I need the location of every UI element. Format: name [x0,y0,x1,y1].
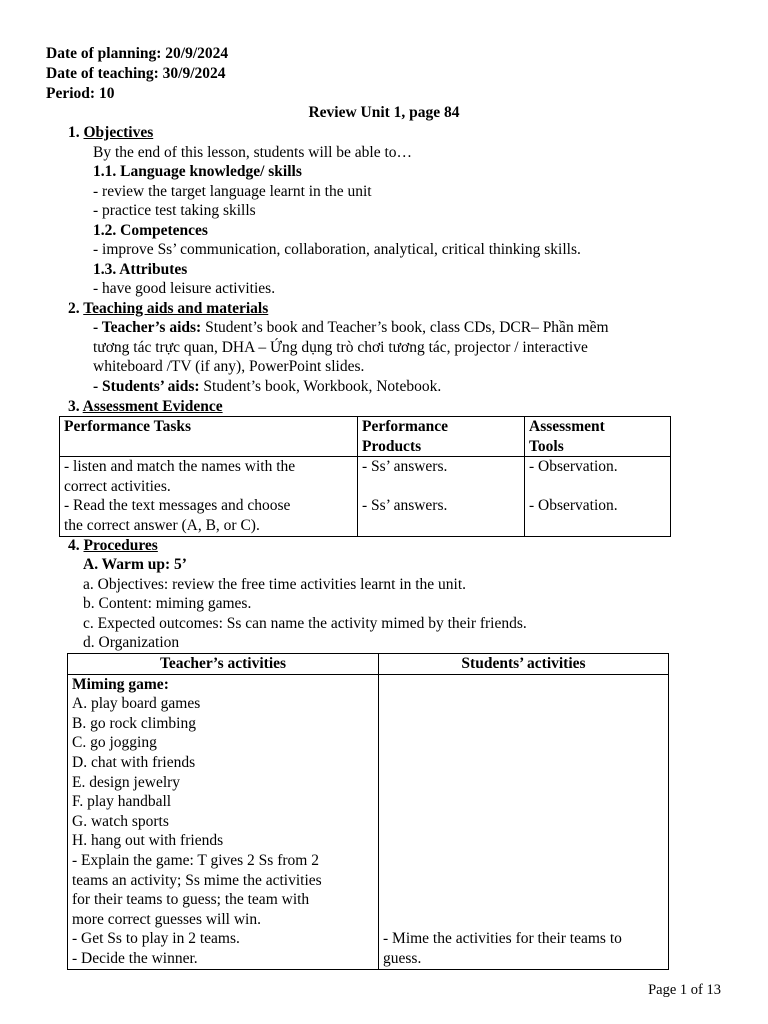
list-item: E. design jewelry [72,773,181,791]
list-item: H. hang out with friends [72,832,224,850]
students-aids [93,377,441,397]
table-header-cell [525,417,671,457]
procedure-organization: d. Organization [83,634,180,651]
table-header-cell [358,417,525,457]
subsection-language-heading: 1.1. Language knowledge/ skills [93,163,302,180]
list-item: C. go jogging [72,734,157,752]
teacher-activities-header: Teacher’s activities [68,654,379,675]
instruction-line: for their teams to guess; the team with [72,891,310,909]
section-objectives-heading [68,123,153,143]
instruction-line: more correct guesses will win. [72,910,261,928]
student-activity-line: guess. [383,949,422,967]
header-line: Performance [362,418,449,435]
cell-line: - Ss’ answers. [362,497,448,515]
table-cell [60,457,358,536]
cell-line: - listen and match the names with the [64,458,296,476]
list-item: A. play board games [72,695,201,713]
table-cell [525,457,671,536]
section-procedures-heading [68,536,158,556]
student-activity-line: - Mime the activities for their teams to [383,930,622,948]
students-activities-header: Students’ activities [379,654,669,675]
procedure-objectives: a. Objectives: review the free time activities learnt in the unit. [83,576,467,593]
objective-item: - review the target language learnt in the unit [93,183,372,200]
cell-line: - Read the text messages and choose [64,497,291,515]
instruction-line: - Get Ss to play in 2 teams. [72,930,240,948]
students-aids-text: Student’s book, Workbook, Notebook. [199,378,442,395]
header-line: Tools [529,437,564,455]
section-title: Assessment Evidence [82,398,223,415]
teacher-aids-text: Student’s book and Teacher’s book, class CDs, DCR– Phần mềm [201,319,609,336]
section-number: 2. [68,300,80,317]
lesson-title: Review Unit 1, page 84 [308,104,460,121]
cell-line: - Observation. [529,497,618,515]
procedure-outcomes: c. Expected outcomes: Ss can name the activity mimed by their friends. [83,615,527,632]
activities-table [67,653,669,970]
students-aids-label: - Students’ aids: [93,378,200,395]
objective-item: - have good leisure activities. [93,280,276,297]
page-number: Page 1 of 13 [648,982,721,998]
cell-line: - Observation. [529,458,618,476]
section-title: Procedures [83,537,158,554]
section-number: 4. [68,537,80,554]
table-cell [358,457,525,536]
list-item: G. watch sports [72,812,169,830]
section-title: Objectives [83,124,154,141]
instruction-line: - Explain the game: T gives 2 Ss from 2 [72,851,319,869]
date-of-teaching: Date of teaching: 30/9/2024 [46,65,226,82]
date-of-planning: Date of planning: 20/9/2024 [46,45,229,62]
instruction-line: teams an activity; Ss mime the activities [72,871,322,889]
teacher-aids [93,318,609,338]
subsection-attributes-heading: 1.3. Attributes [93,261,188,278]
table-header-row [60,417,671,457]
teacher-aids-label: - Teacher’s aids: [93,319,202,336]
objective-item: - practice test taking skills [93,202,256,219]
list-item: F. play handball [72,793,172,811]
instruction-line: - Decide the winner. [72,949,198,967]
warm-up-heading: A. Warm up: 5’ [83,556,187,573]
game-title: Miming game: [72,675,169,693]
period: Period: 10 [46,85,115,102]
students-activities-cell [379,674,669,969]
cell-line: - Ss’ answers. [362,458,448,476]
table-row [60,457,671,536]
procedure-content: b. Content: miming games. [83,595,252,612]
section-number: 1. [68,124,80,141]
subsection-competences-heading: 1.2. Competences [93,222,208,239]
cell-line: correct activities. [64,477,171,495]
objectives-intro: By the end of this lesson, students will be able to… [93,144,413,161]
section-aids-heading [68,299,268,319]
header-line: Assessment [529,418,605,435]
table-row [68,674,669,969]
teacher-activities-cell [68,674,379,969]
header-line: Products [362,437,422,455]
assessment-table [59,416,671,537]
list-item: D. chat with friends [72,753,196,771]
section-number: 3. [68,398,80,415]
teacher-aids-text: whiteboard /TV (if any), PowerPoint slides. [93,358,365,375]
cell-line: the correct answer (A, B, or C). [64,516,260,534]
teacher-aids-text: tương tác trực quan, DHA – Ứng dụng trò chơi tương tác, projector / interactive [93,339,588,356]
list-item: B. go rock climbing [72,714,196,732]
objective-item: - improve Ss’ communication, collaboration, analytical, critical thinking skills. [93,241,581,258]
table-header-cell: Performance Tasks [60,417,358,457]
section-assessment-heading [68,397,223,417]
section-title: Teaching aids and materials [83,300,269,317]
table-header-row [68,654,669,675]
